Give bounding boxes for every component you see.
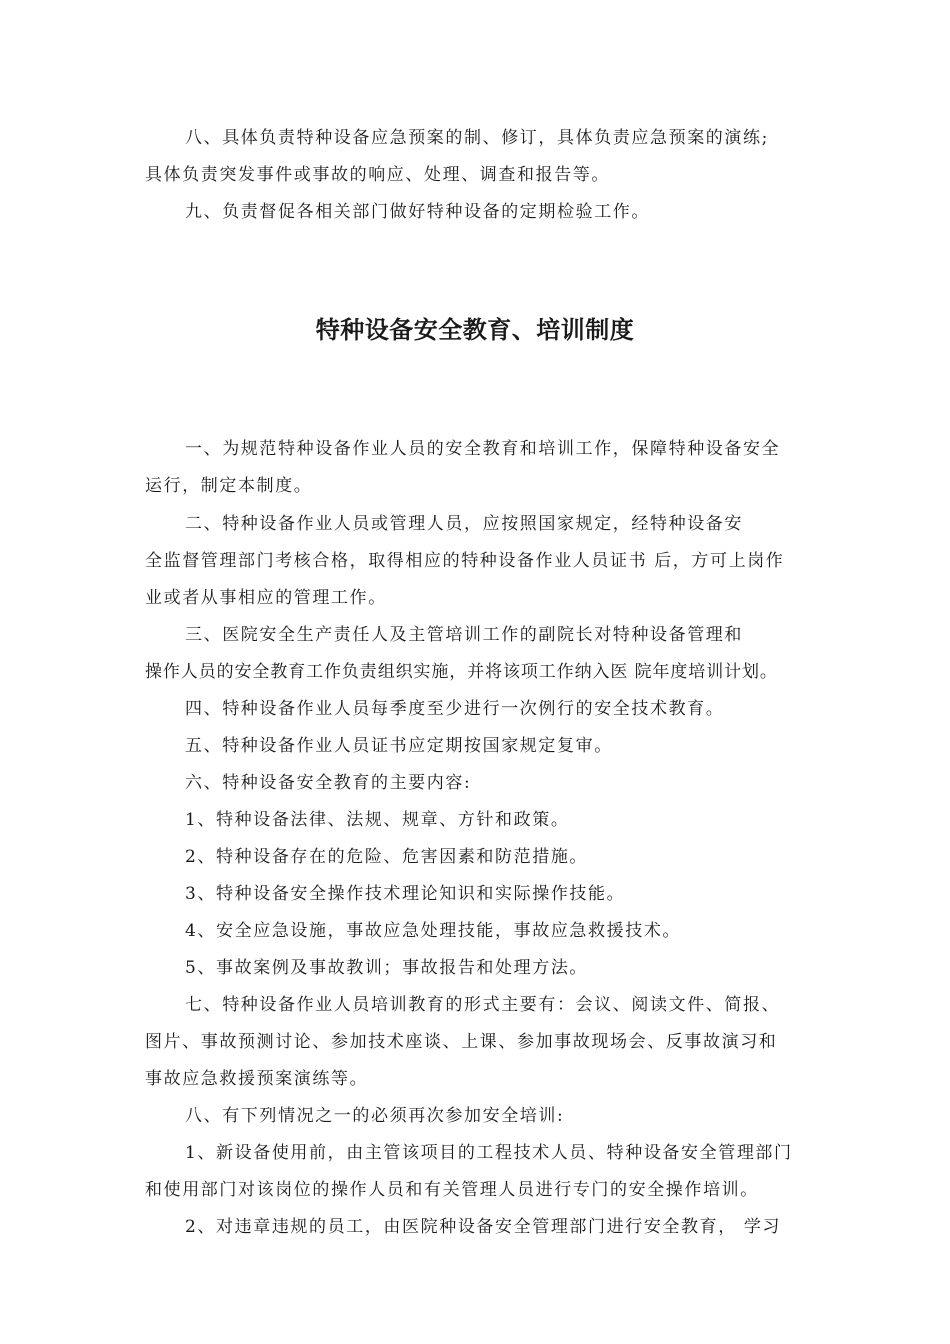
paragraph-line: 二、特种设备作业人员或管理人员，应按照国家规定，经特种设备安 (185, 514, 743, 534)
paragraph-line: 五、特种设备作业人员证书应定期按国家规定复审。 (185, 736, 613, 756)
paragraph-line: 事故应急救援预案演练等。 (145, 1069, 369, 1089)
paragraph-line: 三、医院安全生产责任人及主管培训工作的副院长对特种设备管理和 (185, 625, 743, 645)
paragraph-line: 操作人员的安全教育工作负责组织实施，并将该项工作纳入医 院年度培训计划。 (145, 662, 778, 682)
list-item: 2、对违章违规的员工，由医院种设备安全管理部门进行安全教育， 学习 (185, 1217, 782, 1237)
paragraph-line: 具体负责突发事件或事故的响应、处理、调查和报告等。 (145, 165, 610, 185)
paragraph-line: 八、有下列情况之一的必须再次参加安全培训: (185, 1106, 565, 1126)
paragraph-line: 一、为规范特种设备作业人员的安全教育和培训工作，保障特种设备安全 (185, 439, 781, 459)
list-item: 4、安全应急设施，事故应急处理技能，事故应急救援技术。 (185, 921, 682, 941)
paragraph-line: 全监督管理部门考核合格，取得相应的特种设备作业人员证书 后，方可上岗作 (145, 551, 785, 571)
list-item: 5、事故案例及事故教训；事故报告和处理方法。 (185, 958, 589, 978)
paragraph-line: 六、特种设备安全教育的主要内容: (185, 773, 472, 793)
paragraph-line: 八、具体负责特种设备应急预案的制、修订，具体负责应急预案的演练; (185, 128, 769, 148)
paragraph-line: 运行，制定本制度。 (145, 476, 313, 496)
paragraph-line: 图片、事故预测讨论、参加技术座谈、上课、参加事故现场会、反事故演习和 (145, 1032, 778, 1052)
list-item: 3、特种设备安全操作技术理论知识和实际操作技能。 (185, 884, 626, 904)
list-item: 2、特种设备存在的危险、危害因素和防范措施。 (185, 847, 589, 867)
paragraph-line: 和使用部门对该岗位的操作人员和有关管理人员进行专门的安全操作培训。 (145, 1180, 759, 1200)
list-item: 1、特种设备法律、法规、规章、方针和政策。 (185, 810, 570, 830)
paragraph-line: 七、特种设备作业人员培训教育的形式主要有：会议、阅读文件、简报、 (185, 995, 781, 1015)
paragraph-line: 四、特种设备作业人员每季度至少进行一次例行的安全技术教育。 (185, 699, 725, 719)
document-title: 特种设备安全教育、培训制度 (315, 315, 635, 344)
paragraph-line: 业或者从事相应的管理工作。 (145, 588, 387, 608)
paragraph-line: 九、负责督促各相关部门做好特种设备的定期检验工作。 (185, 202, 650, 222)
list-item: 1、新设备使用前，由主管该项目的工程技术人员、特种设备安全管理部门 (185, 1143, 793, 1163)
